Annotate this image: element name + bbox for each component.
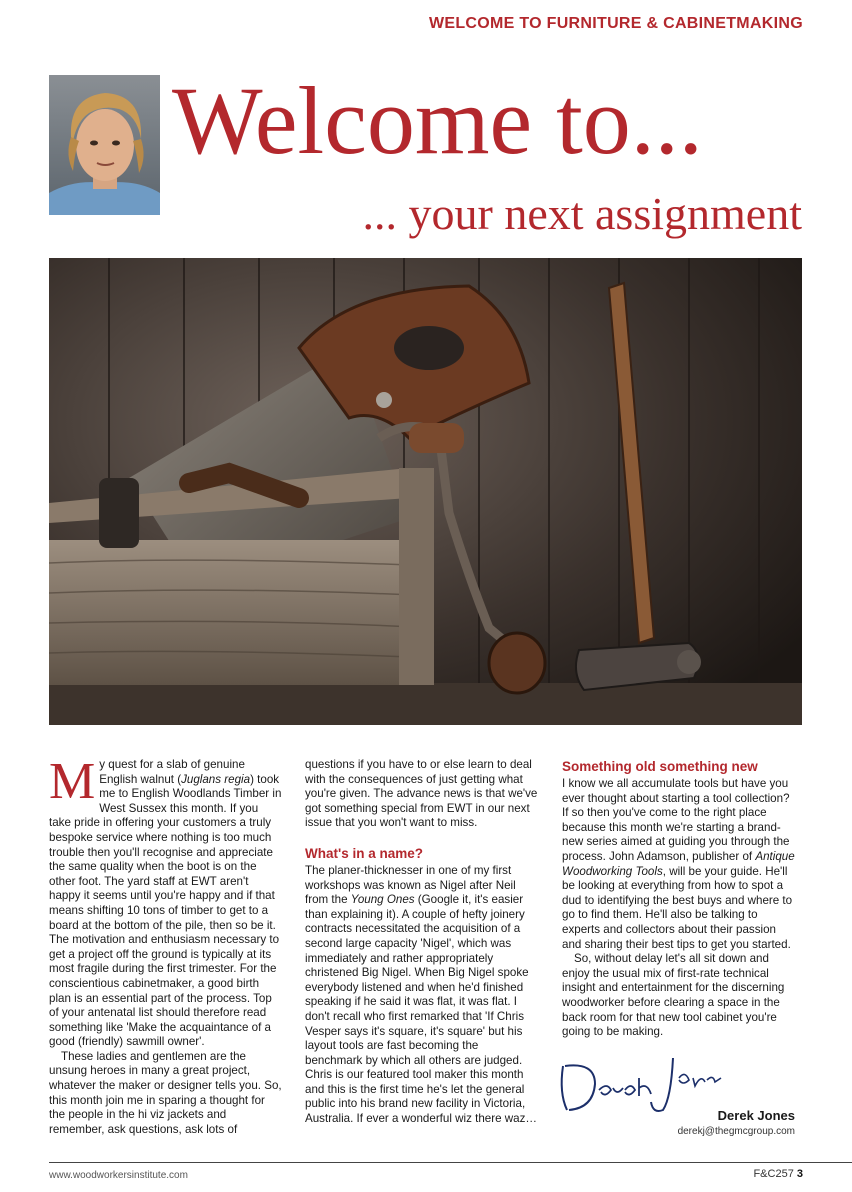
- signature-image: [555, 1048, 735, 1118]
- footer-divider: [49, 1162, 852, 1163]
- body-paragraph: The motivation and enthusiasm necessary to get a project off the ground is typically at its most fragile during the first trimester. For the conscientious cabinetmaker, a good birth plan is an essential part of the process. Top of your antenatal list should therefore read something like 'Make the acquaintance of a good (friendly) sawmill owner'.: [49, 933, 280, 1049]
- body-paragraph: [305, 864, 538, 1127]
- intro-italic: Juglans regia: [181, 772, 251, 786]
- author-email[interactable]: derekj@thegmcgroup.com: [677, 1126, 795, 1137]
- author-portrait: [49, 75, 160, 215]
- footer-url[interactable]: www.woodworkersinstitute.com: [49, 1170, 188, 1181]
- body-paragraph: So, without delay let's all sit down and enjoy the usual mix of first-rate technical insight and entertainment for the discerning woodworker before clearing a space in the back room for that new tool cabinet you're going to be making.: [562, 952, 785, 1039]
- author-name: Derek Jones: [717, 1108, 795, 1123]
- author-portrait-image: [49, 75, 160, 215]
- body-italic: Young Ones: [350, 893, 415, 907]
- hero-image: [49, 258, 802, 725]
- intro-text-a: y quest for a slab of genuine English walnut (: [99, 758, 245, 786]
- page-number: 3: [796, 1168, 803, 1180]
- tools-illustration: [49, 258, 802, 725]
- intro-paragraph: [49, 753, 282, 933]
- body-paragraph: questions if you have to or else learn to deal with the consequences of just getting what you're given. The advance news is that we've got something special from EWT in our next issue that you won't want to miss.: [305, 758, 538, 830]
- issue-number: F&C257: [753, 1168, 794, 1180]
- section-heading: What's in a name?: [305, 845, 423, 861]
- column-1: [49, 753, 282, 1137]
- footer-page-info: [753, 1168, 803, 1180]
- intro-text-b: ) took me to English Woodlands Timber in West Sussex this month. If you take pride in offering your customers a truly bespoke service where nothing is too much trouble then you'll recognise and appreciate the same quality when the boot is on the other foot. The yard staff at EWT aren't happy it seems until you're happy and if that means shifting 10 tons of timber to get to a board at the bottom of the pile, then so be it.: [49, 772, 282, 932]
- body-text-b: (Google it, it's easier than explaining it). A couple of hefty joinery contracts necessitated the acquisition of a second large capacity 'Nigel', which was immediately and rather appropriately christened Big Nigel. When Big Nigel spoke everybody listened and when he'd finished speaking if he said it was flat, it was flat. I don't recall who first remarked that 'If Chris Vesper says it's square, it's square' but his layout tools are fast becoming the benchmark by which all others are judged. Chris is our featured tool maker this month and this is the first time he's let the general public into his brand new facility in Victoria, Australia. If ever a wonderful wiz there waz…: [305, 893, 537, 1126]
- body-paragraph: [562, 777, 795, 952]
- body-text-a: The planer-thicknesser in one of my first workshops was known as Nigel after Neil from the: [305, 863, 516, 907]
- body-italic: Antique Woodworking Tools: [562, 849, 795, 878]
- body-text-a: I know we all accumulate tools but have you ever thought about starting a tool collection? If so then you've come to the right place because this month we're starting a brand-new series aimed at guiding you through the process. John Adamson, publisher of: [562, 777, 790, 863]
- body-paragraph: These ladies and gentlemen are the unsung heroes in many a great project, whatever the maker or designer tells you. So, this month join me in sparing a thought for the people in the hi viz jackets and remember, ask questions, ask lots of: [49, 1049, 282, 1136]
- drop-cap: M: [49, 753, 96, 810]
- column-2: [305, 758, 538, 1127]
- page-subtitle: ... your next assignment: [362, 188, 802, 239]
- body-text-b: , will be your guide. He'll be looking at everything from how to spot a dud to identifying the best buys and where to go to find them. He'll also be talking to experts and collectors about their passion and sharing their best tips to get you started.: [562, 864, 793, 951]
- section-heading: Something old something new: [562, 759, 758, 774]
- page-title: Welcome to...: [172, 67, 703, 174]
- column-3: [562, 758, 795, 1040]
- section-header: WELCOME TO FURNITURE & CABINETMAKING: [428, 15, 803, 32]
